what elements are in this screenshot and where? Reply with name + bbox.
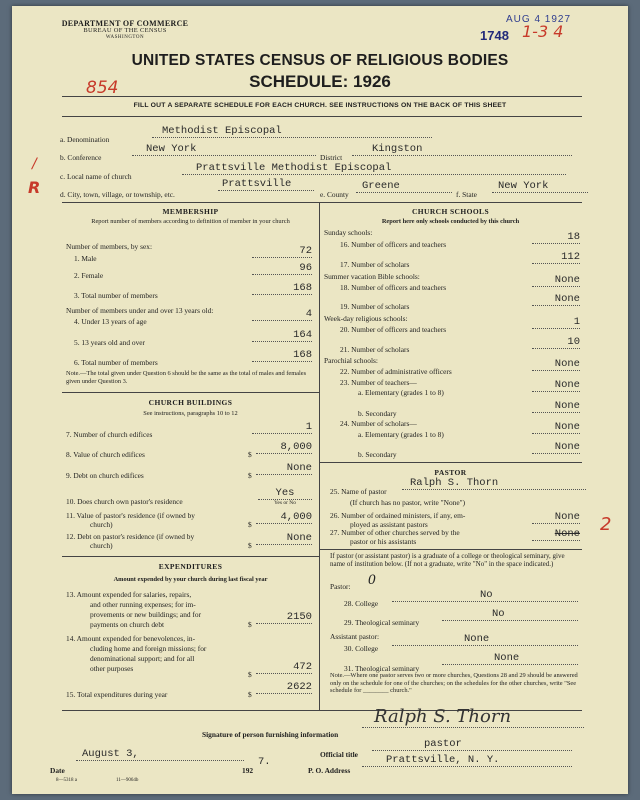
- q11-field[interactable]: 4,000: [256, 511, 312, 524]
- q2-field[interactable]: 96: [252, 262, 312, 275]
- q27-label-line2: pastor or his assistants: [350, 537, 417, 546]
- po-address-label: P. O. Address: [308, 766, 351, 775]
- q25-note: (If church has no pastor, write "None"): [350, 498, 466, 507]
- q15-field[interactable]: 2622: [256, 681, 312, 694]
- q14-field[interactable]: 472: [256, 661, 312, 674]
- q30-label: 30. College: [344, 644, 379, 653]
- year-field[interactable]: 7.: [258, 756, 271, 768]
- q12-dollar: $: [248, 541, 252, 550]
- local-name-label: c. Local name of church: [60, 172, 132, 181]
- census-schedule-sheet: [12, 6, 628, 794]
- q23b-field[interactable]: None: [532, 400, 580, 413]
- divider: [62, 96, 582, 97]
- q11-dollar: $: [248, 520, 252, 529]
- year-prefix: 192: [242, 766, 254, 775]
- q9-label: 9. Debt on church edifices: [66, 471, 144, 480]
- q24b-label: b. Secondary: [358, 450, 397, 459]
- buildings-heading: CHURCH BUILDINGS: [148, 398, 233, 407]
- q24a-field[interactable]: None: [532, 421, 580, 434]
- q8-label: 8. Value of church edifices: [66, 450, 145, 459]
- expenditures-intro: Amount expended by your church during last fiscal year: [113, 576, 268, 583]
- q11-label-line2: church): [90, 520, 113, 529]
- q7-label: 7. Number of church edifices: [66, 430, 153, 439]
- box-top-border: [62, 202, 582, 203]
- q7-field[interactable]: 1: [252, 421, 312, 434]
- divider: [319, 549, 582, 550]
- q24-label: 24. Number of scholars—: [340, 419, 417, 428]
- pastor-note: Note.—Where one pastor serves two or more churches, Questions 28 and 29 should be answered only on the schedule for one of the churches; on the schedules for the other churches, write "See schedule for ________ church.": [330, 672, 578, 695]
- denomination-label: a. Denomination: [60, 135, 110, 144]
- q14-label-line4: other purposes: [90, 664, 134, 673]
- hand-code: 1-3 4: [522, 22, 564, 41]
- denomination-field[interactable]: Methodist Episcopal: [152, 125, 432, 138]
- q31-field[interactable]: None: [442, 652, 578, 665]
- vacation-label: Summer vacation Bible schools:: [324, 272, 420, 281]
- column-divider: [319, 202, 320, 710]
- q18-label: 18. Number of officers and teachers: [340, 283, 447, 292]
- q8-dollar: $: [248, 450, 252, 459]
- q14-dollar: $: [248, 670, 252, 679]
- q29-field[interactable]: No: [442, 608, 578, 621]
- q23a-label: a. Elementary (grades 1 to 8): [358, 388, 444, 397]
- district-label: District: [320, 153, 343, 162]
- assistant-sub-label: Assistant pastor:: [330, 632, 380, 641]
- q14-label-line1: 14. Amount expended for benevolences, in-: [66, 634, 196, 643]
- county-label: e. County: [320, 190, 349, 199]
- q17-label: 17. Number of scholars: [340, 260, 410, 269]
- divider: [319, 462, 582, 463]
- q13-label-line2: and other running expenses; for im-: [90, 600, 196, 609]
- q13-label-line3: provements or new buildings; and for: [90, 610, 202, 619]
- q15-label: 15. Total expenditures during year: [66, 690, 168, 699]
- schools-intro: Report here only schools conducted by this church: [381, 218, 520, 225]
- q16-label: 16. Number of officers and teachers: [340, 240, 447, 249]
- form-number: 8—5318 a: [56, 778, 77, 783]
- q10-label: 10. Does church own pastor's residence: [66, 497, 183, 506]
- city-label: d. City, town, village, or township, etc.: [60, 190, 175, 199]
- date-stamp: AUG 4 1927: [506, 14, 572, 25]
- q19-label: 19. Number of scholars: [340, 302, 410, 311]
- po-address-field[interactable]: Prattsville, N. Y.: [362, 754, 572, 767]
- official-title-label: Official title: [320, 750, 358, 759]
- q22-label: 22. Number of administrative officers: [340, 367, 452, 376]
- q15-dollar: $: [248, 690, 252, 699]
- q13-dollar: $: [248, 620, 252, 629]
- q28-label: 28. College: [344, 599, 379, 608]
- hand-r-mark: R: [28, 178, 41, 197]
- membership-intro: Report number of members according to definition of member in your church: [91, 218, 290, 225]
- signature-field[interactable]: Ralph S. Thorn: [362, 706, 584, 728]
- schools-heading: CHURCH SCHOOLS: [411, 207, 490, 216]
- sunday-label: Sunday schools:: [324, 228, 373, 237]
- q20-field[interactable]: 1: [532, 316, 580, 329]
- divider: [62, 116, 582, 117]
- q14-label-line2: cluding home and foreign missions; for: [90, 644, 207, 653]
- q4-label: 4. Under 13 years of age: [74, 317, 147, 326]
- hand-zero-mark: 0: [368, 572, 376, 588]
- local-name-field[interactable]: Prattsville Methodist Episcopal: [182, 162, 566, 175]
- q25-label: 25. Name of pastor: [330, 487, 387, 496]
- q23-label: 23. Number of teachers—: [340, 378, 417, 387]
- q30-field[interactable]: None: [392, 633, 578, 646]
- q21-field[interactable]: 10: [532, 336, 580, 349]
- hand-check-mark: /: [32, 156, 37, 172]
- date-label: Date: [50, 766, 65, 775]
- age-intro-label: Number of members under and over 13 years old:: [66, 306, 214, 315]
- q26-field[interactable]: None: [532, 511, 580, 524]
- q10-field[interactable]: Yes: [258, 487, 312, 500]
- q18-field[interactable]: None: [532, 274, 580, 287]
- form-instruction: FILL OUT A SEPARATE SCHEDULE FOR EACH CHURCH. SEE INSTRUCTIONS ON THE BACK OF THIS SHEET: [133, 102, 507, 109]
- q24a-label: a. Elementary (grades 1 to 8): [358, 430, 444, 439]
- q2-label: 2. Female: [74, 271, 104, 280]
- q17-field[interactable]: 112: [532, 251, 580, 264]
- q24b-field[interactable]: None: [532, 441, 580, 454]
- q22-field[interactable]: None: [532, 358, 580, 371]
- q11-label-line1: 11. Value of pastor's residence (if owned by: [66, 511, 195, 520]
- membership-note: Note.—The total given under Question 6 should be the same as the total of males and females given under Question 3.: [66, 370, 307, 385]
- signature-label: Signature of person furnishing information: [202, 730, 339, 739]
- conference-label: b. Conference: [60, 153, 102, 162]
- divider: [62, 556, 319, 557]
- q3-field[interactable]: 168: [252, 282, 312, 295]
- q12-label-line2: church): [90, 541, 113, 550]
- department-block: [50, 20, 200, 40]
- conference-field[interactable]: New York: [132, 143, 316, 156]
- dept-line-1: DEPARTMENT OF COMMERCE: [61, 19, 189, 28]
- pastor-heading: PASTOR: [434, 468, 467, 477]
- membership-heading: MEMBERSHIP: [162, 207, 219, 216]
- q31-label: 31. Theological seminary: [344, 664, 420, 673]
- q21-label: 21. Number of scholars: [340, 345, 410, 354]
- weekday-label: Week-day religious schools:: [324, 314, 408, 323]
- q13-label-line1: 13. Amount expended for salaries, repairs,: [66, 590, 192, 599]
- q16-field[interactable]: 18: [532, 231, 580, 244]
- q20-label: 20. Number of officers and teachers: [340, 325, 447, 334]
- q13-label-line4: payments on church debt: [90, 620, 165, 629]
- q8-field[interactable]: 8,000: [256, 441, 312, 454]
- graduate-intro: If pastor (or assistant pastor) is a graduate of a college or theological seminary, give name of institution below. (If not a graduate, write "No" in the space indicated.): [330, 552, 565, 569]
- q12-label-line1: 12. Debt on pastor's residence (if owned by: [66, 532, 195, 541]
- q5-label: 5. 13 years old and over: [74, 338, 146, 347]
- pastor-sub-label: Pastor:: [330, 582, 351, 591]
- q23a-field[interactable]: None: [532, 379, 580, 392]
- q12-field[interactable]: None: [256, 532, 312, 545]
- q6-field[interactable]: 168: [252, 349, 312, 362]
- q6-label: 6. Total number of members: [74, 358, 158, 367]
- q25-field[interactable]: Ralph S. Thorn: [402, 477, 586, 490]
- q26-label-line1: 26. Number of ordained ministers, if any, em-: [330, 511, 466, 520]
- buildings-intro: See instructions, paragraphs 10 to 12: [143, 410, 238, 417]
- q29-label: 29. Theological seminary: [344, 618, 420, 627]
- parochial-label: Parochial schools:: [324, 356, 378, 365]
- q9-dollar: $: [248, 471, 252, 480]
- q4-field[interactable]: 4: [252, 308, 312, 321]
- form-title: UNITED STATES CENSUS OF RELIGIOUS BODIES: [131, 52, 509, 69]
- county-field[interactable]: Greene: [356, 180, 452, 193]
- expenditures-heading: EXPENDITURES: [158, 562, 223, 571]
- official-title-field[interactable]: pastor: [372, 738, 572, 751]
- q9-field[interactable]: None: [256, 462, 312, 475]
- district-field[interactable]: Kingston: [352, 143, 572, 156]
- state-label: f. State: [456, 190, 477, 199]
- form-subtitle: SCHEDULE: 1926: [249, 72, 391, 91]
- q23b-label: b. Secondary: [358, 409, 397, 418]
- q3-label: 3. Total number of members: [74, 291, 158, 300]
- q1-field[interactable]: 72: [252, 245, 312, 258]
- q19-field[interactable]: None: [532, 293, 580, 306]
- state-field[interactable]: New York: [492, 180, 588, 193]
- divider: [62, 392, 319, 393]
- hand-2-mark: 2: [600, 514, 612, 535]
- q26-label-line2: ployed as assistant pastors: [350, 520, 428, 529]
- date-field[interactable]: August 3,: [76, 748, 244, 761]
- by-sex-label: Number of members, by sex:: [66, 242, 152, 251]
- q14-label-line3: denominational support; and for all: [90, 654, 195, 663]
- hand-red-number: 854: [86, 78, 119, 98]
- dept-line-2: BUREAU OF THE CENSUS: [83, 27, 167, 35]
- q13-field[interactable]: 2150: [256, 611, 312, 624]
- form-number-2: 11—9064b: [116, 778, 139, 783]
- yes-no-hint: Yes or No: [273, 500, 297, 506]
- q5-field[interactable]: 164: [252, 329, 312, 342]
- q1-label: 1. Male: [74, 254, 97, 263]
- dept-line-3: WASHINGTON: [105, 35, 145, 41]
- file-number-stamp: 1748: [480, 28, 509, 43]
- q28-field[interactable]: No: [392, 589, 578, 602]
- q27-field[interactable]: None: [532, 528, 580, 541]
- q27-label-line1: 27. Number of other churches served by the: [330, 528, 460, 537]
- city-field[interactable]: Prattsville: [218, 178, 314, 191]
